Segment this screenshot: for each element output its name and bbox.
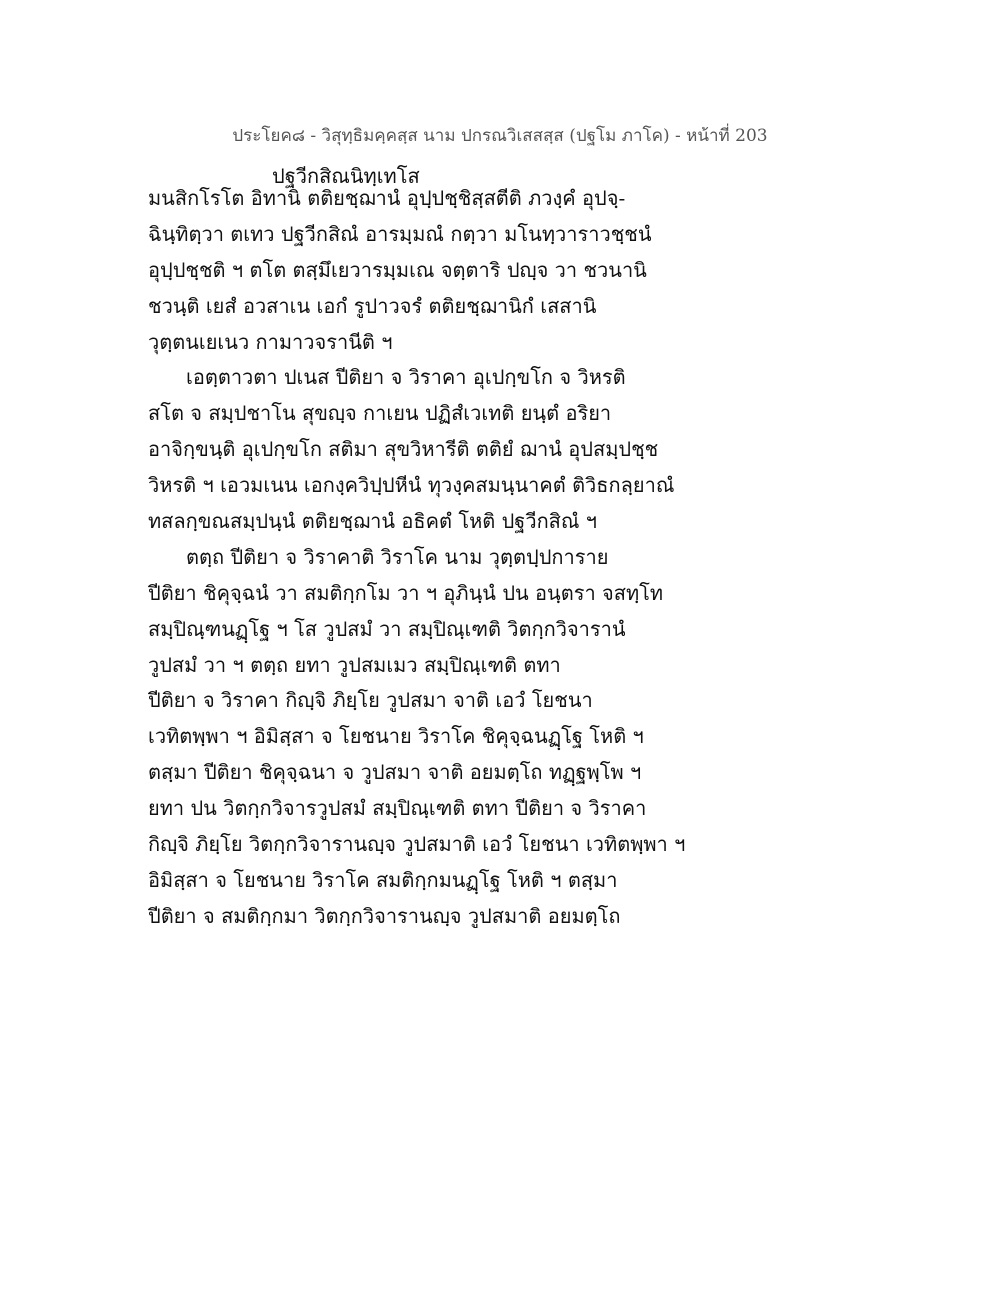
text-line: วุตฺตนเยเนว กามาวจรานีติ ฯ xyxy=(148,329,393,354)
text-line: สโต จ สมฺปชาโน สุขญฺจ กาเยน ปฏิสํเวเทติ ยนฺตํ อริยา xyxy=(148,401,612,426)
section-heading: ปฐวีกสิณนิทฺเทโส xyxy=(272,164,420,188)
text-line: เอตฺตาวตา ปเนส ปีติยา จ วิราคา อุเปกฺขโก จ วิหรติ xyxy=(186,365,626,390)
text-line: ปีติยา ชิคุจฺฉนํ วา สมติกฺกโม วา ฯ อุภินฺนํ ปน อนฺตรา จสทฺโท xyxy=(148,580,664,605)
text-line: เวทิตพฺพา ฯ อิมิสฺสา จ โยชนาย วิราโค ชิคุจฺฉนฏฺโฐ โหติ ฯ xyxy=(148,724,644,749)
text-line: ปีติยา จ สมติกฺกมา วิตกฺกวิจารานญฺจ วูปสมาติ อยมตฺโถ xyxy=(148,903,621,928)
text-line: สมฺปิณฺฑนฏฺโฐ ฯ โส วูปสมํ วา สมฺปิณฺเฑติ วิตกฺกวิจารานํ xyxy=(148,616,626,641)
text-line: ทสลกฺขณสมฺปนฺนํ ตติยชฺฌานํ อธิคตํ โหติ ปฐวีกสิณํ ฯ xyxy=(148,509,598,534)
body-text xyxy=(148,181,708,935)
text-line: วิหรติ ฯ เอวมเนน เอกงฺควิปฺปหีนํ ทุวงฺคสมนฺนาคตํ ติวิธกลฺยาณํ xyxy=(148,473,675,498)
text-line: ชวนฺติ เยสํ อวสาเน เอกํ รูปาวจรํ ตติยชฺฌานิกํ เสสานิ xyxy=(148,293,597,318)
text-line: มนสิกโรโต อิทานิ ตติยชฺฌานํ อุปฺปชฺชิสฺสตีติ ภวงฺคํ อุปจฺ- xyxy=(148,186,626,210)
text-line: กิญฺจิ ภิยฺโย วิตกฺกวิจารานญฺจ วูปสมาติ เอวํ โยชนา เวทิตพฺพา ฯ xyxy=(148,832,686,857)
text-line: วูปสมํ วา ฯ ตตฺถ ยทา วูปสมเมว สมฺปิณฺเฑติ ตทา xyxy=(148,652,561,677)
running-header: ประโยค๘ - วิสุทฺธิมคฺคสฺส นาม ปกรณวิเสสสฺส (ปฐโม ภาโค) - หน้าที่ 203 xyxy=(232,126,768,146)
text-line: ตสฺมา ปีติยา ชิคุจฺฉนา จ วูปสมา จาติ อยมตฺโถ ทฏฺฐพฺโพ ฯ xyxy=(148,760,642,785)
text-line: ปีติยา จ วิราคา กิญฺจิ ภิยฺโย วูปสมา จาติ เอวํ โยชนา xyxy=(148,688,593,713)
text-line: อาจิกฺขนฺติ อุเปกฺขโก สติมา สุขวิหารีติ ตติยํ ฌานํ อุปสมฺปชฺช xyxy=(148,437,659,462)
text-line: ฉินฺทิตฺวา ตเทว ปฐวีกสิณํ อารมฺมณํ กตฺวา มโนทฺวาราวชฺชนํ xyxy=(148,221,652,246)
text-line: ยทา ปน วิตกฺกวิจารวูปสมํ สมฺปิณฺเฑติ ตทา ปีติยา จ วิราคา xyxy=(148,796,647,821)
text-line: อุปฺปชฺชติ ฯ ตโต ตสฺมึเยวารมฺมเณ จตฺตาริ ปญฺจ วา ชวนานิ xyxy=(148,257,647,282)
text-line: อิมิสฺสา จ โยชนาย วิราโค สมติกฺกมนฏฺโฐ โหติ ฯ ตสฺมา xyxy=(148,867,618,892)
text-line: ตตฺถ ปีติยา จ วิราคาติ วิราโค นาม วุตฺตปฺปการาย xyxy=(186,544,609,569)
